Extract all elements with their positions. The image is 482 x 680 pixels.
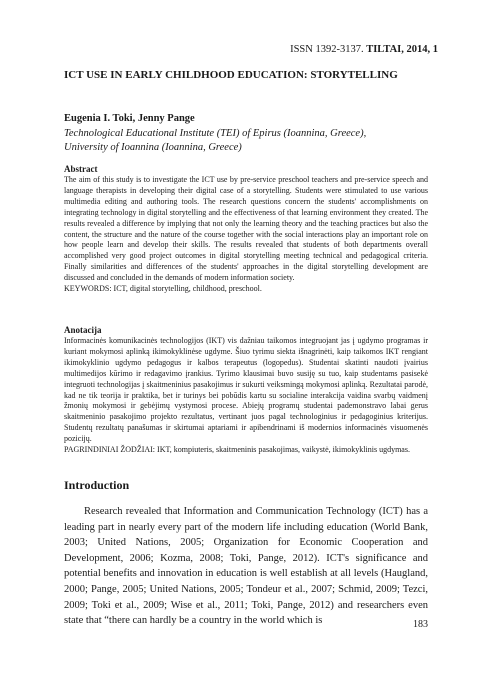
affiliation-line-1: Technological Educational Institute (TEI) of Epirus (Ioannina, Greece), (64, 128, 367, 139)
introduction-heading: Introduction (64, 478, 130, 492)
anotacija-heading: Anotacija (64, 325, 102, 335)
issn: ISSN 1392-3137. (290, 44, 364, 55)
journal-name: TILTAI, 2014, 1 (366, 44, 438, 55)
abstract-keywords: KEYWORDS: ICT, digital storytelling, childhood, preschool. (64, 284, 262, 294)
abstract-body (64, 175, 428, 295)
anotacija-text: Informacinės komunikacinės technologijos (IKT) vis dažniau taikomos integruojant jas į ugdymo programas ir kuriant mokymosi aplinką ikimokyklinėse ugdyme. Šiuo tyrimu siekta išnagrinėti, kaip taikomos IKT rengiant ikimokyklinio ugdymo pedagogus ir kalbos terapeutus (logopedus). Studentai skatinti naudoti įvairius multimedijos kūrimo ir redagavimo įrankius. Tyrimo klausimai buvo susiję su tuo, kaip studentams pasisekė integruoti technologijas į skaitmeninius pasakojimus ir sukurti veiksmingą mokymosi aplinką. Rezultatai parodė, kad ne tik teorija ir praktika, bet ir turinys bei pobūdis kartu su socialine interakcija vaidina svarbų vaidmenį žmonių mokymosi ir gebėjimų vystymosi procese. Abiejų programų studentai pademonstravo labai gerus skaitmeninio pasakojimo projekto rezultatus, vertinant juos pagal technologinius ir pedagoginius kriterijus. Studentų rezultatų panašumas ir skirtumai aptariami ir apibendrinami iš modernios informacinės visuomenės pozicijų. (64, 336, 428, 444)
article-title: ICT USE IN EARLY CHILDHOOD EDUCATION: STORYTELLING (64, 69, 398, 81)
abstract-heading: Abstract (64, 164, 98, 174)
abstract-text: The aim of this study is to investigate the ICT use by pre-service preschool teachers and pre-service speech and language therapists in developing their digital case of a storytelling. Students were stimulated to use various multimedia editing and authoring tools. The research questions concern the students' accomplishments on integrating technology in digital storytelling and the effectiveness of that learning environment they created. The results revealed a difference by implying that not only the learning theory and the teaching practices but also the content, the structure and the nature of the course together with the social interactions play an important role on how people learn and develop their skills. The results revealed that students of both departments overall accomplished very good project outcomes in digital storytelling meeting technical and pedagogical criteria. Finally similarities and differences of the students' approaches in the digital storytelling development are discussed and concluded in the demands of modern information society. (64, 175, 428, 283)
anotacija-keywords: PAGRINDINIAI ŽODŽIAI: IKT, kompiuteris, skaitmeninis pasakojimas, vaikystė, ikimokyklinis ugdymas. (64, 445, 410, 455)
author-affiliation (64, 127, 424, 155)
running-header (290, 44, 438, 55)
page-number: 183 (413, 619, 428, 630)
affiliation-line-2: University of Ioannina (Ioannina, Greece) (64, 142, 242, 153)
introduction-body: Research revealed that Information and Communication Technology (ICT) has a leading part in nearly every part of the modern life including education (World Bank, 2003; United Nations, 2005; Organization for Economic Cooperation and Development, 2006; Kozma, 2008; Toki, Pange, 2012). ICT's significance and potential benefits and innovation in education is well establish at all levels (Haugland, 2000; Pange, 2005; United Nations, 2005; Tondeur et al., 2007; Schmid, 2009; Tezci, 2009; Toki et al., 2009; Wise et al., 2011; Toki, Pange, 2012) and researchers even state that “there can hardly be a country in the world which is (64, 506, 428, 627)
article-authors: Eugenia I. Toki, Jenny Pange (64, 113, 195, 124)
anotacija-body (64, 336, 428, 456)
